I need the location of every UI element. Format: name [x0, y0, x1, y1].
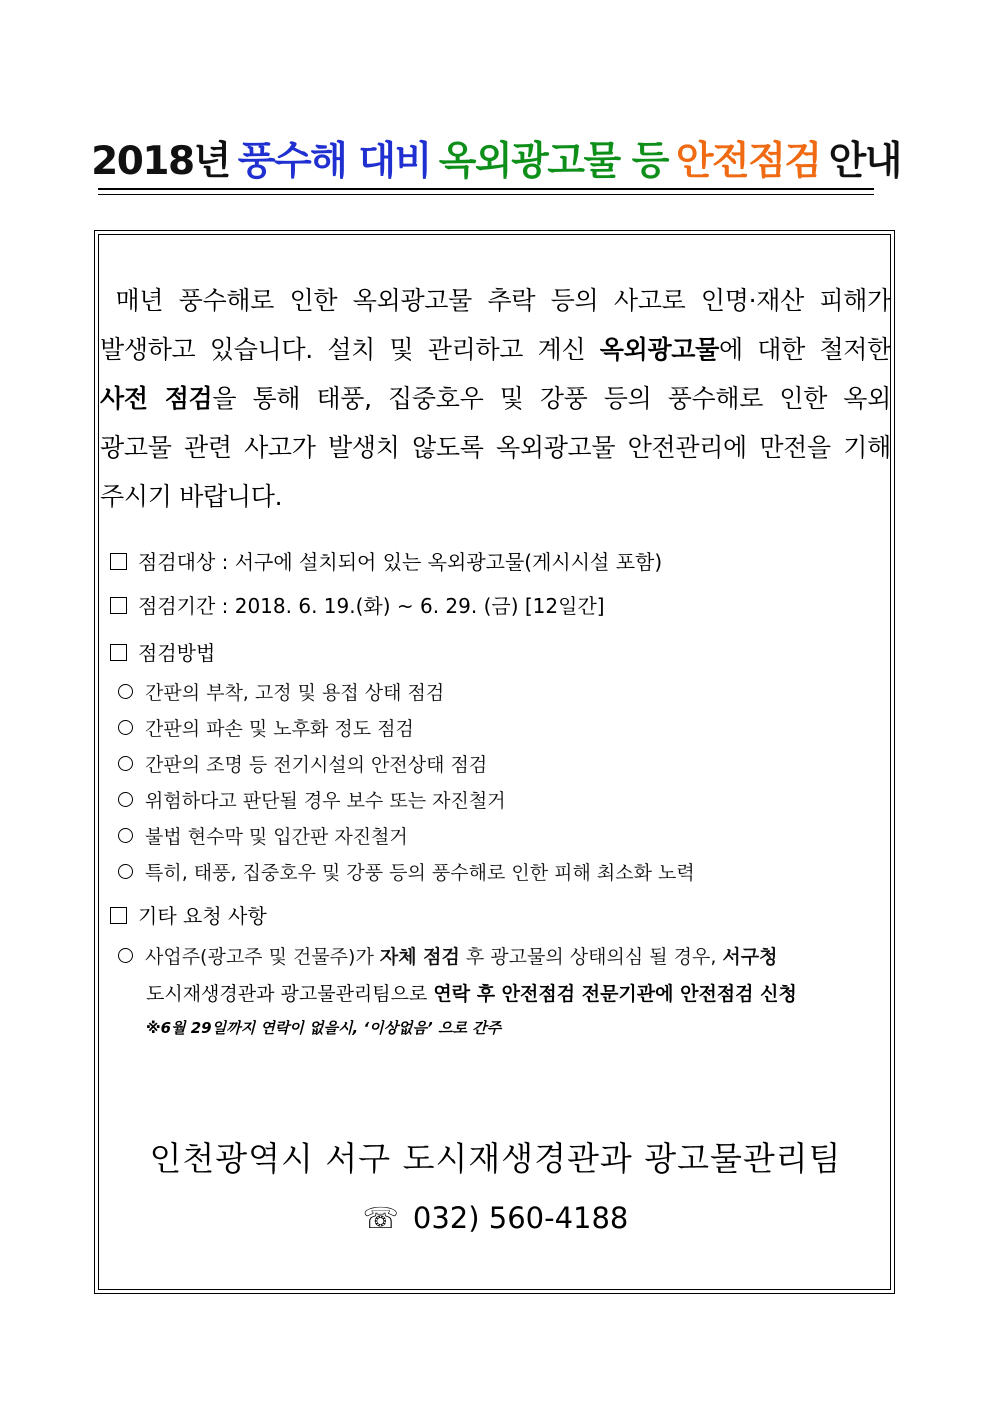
request-item: 사업주(광고주 및 건물주)가 자체 점검 후 광고물의 상태의심 될 경우, 서구청 — [118, 944, 777, 970]
circle-bullet-icon — [118, 684, 133, 699]
checkbox-icon — [110, 907, 127, 924]
title-notice: 안내 — [828, 139, 901, 184]
other-heading: 기타 요청 사항 — [110, 903, 267, 929]
list-item: 간판의 파손 및 노후화 정도 점검 — [118, 716, 414, 742]
list-item: 불법 현수막 및 입간판 자진철거 — [118, 824, 408, 850]
method-heading: 점검방법 — [110, 640, 215, 666]
circle-bullet-icon — [118, 948, 133, 963]
circle-bullet-icon — [118, 864, 133, 879]
checkbox-icon — [110, 644, 127, 661]
intro-line: 주시기 바랍니다. — [100, 482, 283, 511]
title-signage: 옥외광고물 등 — [438, 139, 668, 184]
contact-phone — [100, 1198, 891, 1238]
period-section: 점검기간 : 2018. 6. 19.(화) ~ 6. 29. (금) [12일간] — [110, 593, 605, 619]
title-underline-thin — [98, 194, 874, 195]
deadline-note: ※6월 29일까지 연락이 없을시, ‘이상없음’ 으로 간주 — [146, 1019, 502, 1037]
organization-name: 인천광역시 서구 도시재생경관과 광고물관리팀 — [149, 1139, 842, 1178]
list-item: 위험하다고 판단될 경우 보수 또는 자진철거 — [118, 788, 506, 814]
intro-paragraph — [100, 276, 891, 521]
page-title — [0, 136, 992, 188]
title-underline — [98, 188, 874, 190]
intro-line: 사전 점검을 통해 태풍, 집중호우 및 강풍 등의 풍수해로 인한 옥외 — [100, 384, 891, 413]
phone-icon: ☏ — [362, 1201, 399, 1235]
target-section: 점검대상 : 서구에 설치되어 있는 옥외광고물(게시시설 포함) — [110, 549, 662, 575]
circle-bullet-icon — [118, 720, 133, 735]
phone-number: 032) 560-4188 — [412, 1201, 629, 1235]
list-item: 간판의 부착, 고정 및 용접 상태 점검 — [118, 680, 444, 706]
list-item: 간판의 조명 등 전기시설의 안전상태 점검 — [118, 752, 487, 778]
title-safety-check: 안전점검 — [675, 139, 821, 184]
title-year: 2018년 — [91, 139, 230, 184]
list-item: 특히, 태풍, 집중호우 및 강풍 등의 풍수해로 인한 피해 최소화 노력 — [118, 860, 695, 886]
checkbox-icon — [110, 553, 127, 570]
circle-bullet-icon — [118, 828, 133, 843]
intro-line: 매년 풍수해로 인한 옥외광고물 추락 등의 사고로 인명·재산 피해가 — [115, 286, 891, 315]
request-item-continued: 도시재생경관과 광고물관리팀으로 연락 후 안전점검 전문기관에 안전점검 신청 — [146, 983, 797, 1005]
checkbox-icon — [110, 597, 127, 614]
title-typhoon: 풍수해 대비 — [237, 139, 431, 184]
circle-bullet-icon — [118, 756, 133, 771]
circle-bullet-icon — [118, 792, 133, 807]
intro-line: 광고물 관련 사고가 발생치 않도록 옥외광고물 안전관리에 만전을 기해 — [100, 433, 891, 462]
intro-line: 발생하고 있습니다. 설치 및 관리하고 계신 옥외광고물에 대한 철저한 — [100, 335, 891, 364]
